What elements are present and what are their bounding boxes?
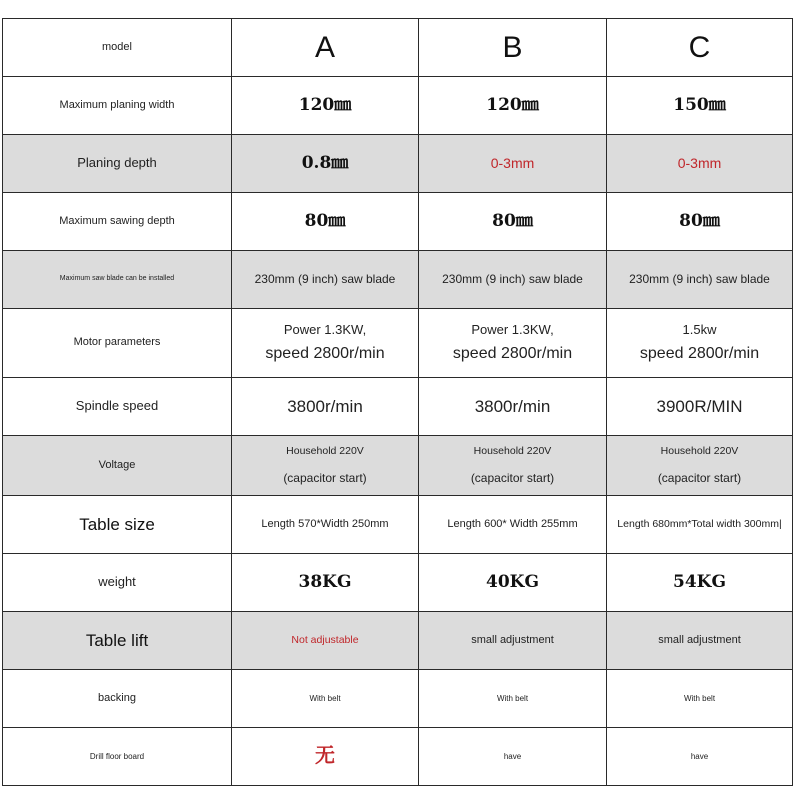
row-weight (3, 554, 793, 612)
drill-floor-b: have (419, 728, 607, 786)
saw-blade-c: 230mm (9 inch) saw blade (607, 251, 793, 309)
weight-b: 40KG (419, 554, 607, 612)
weight-a: 38KG (232, 554, 419, 612)
backing-c: With belt (607, 670, 793, 728)
saw-blade-a: 230mm (9 inch) saw blade (232, 251, 419, 309)
row-planing-width (3, 77, 793, 135)
motor-a (232, 309, 419, 378)
label-backing: backing (3, 670, 232, 728)
motor-b (419, 309, 607, 378)
voltage-c-supply: Household 220V (660, 445, 739, 458)
label-planing-width: Maximum planing width (3, 77, 232, 135)
motor-a-speed: speed 2800r/min (265, 345, 385, 363)
voltage-a (232, 436, 419, 496)
row-drill-floor (3, 728, 793, 786)
label-motor: Motor parameters (3, 309, 232, 378)
voltage-c (607, 436, 793, 496)
voltage-a-start: (capacitor start) (283, 470, 367, 485)
weight-c: 54KG (607, 554, 793, 612)
row-spindle (3, 378, 793, 436)
table-size-c: Length 680mm*Total width 300mm| (607, 496, 793, 554)
row-table-lift (3, 612, 793, 670)
table-lift-b: small adjustment (419, 612, 607, 670)
motor-a-power: Power 1.3KW, (283, 321, 367, 337)
label-table-lift: Table lift (3, 612, 232, 670)
motor-c (607, 309, 793, 378)
planing-width-b: 120㎜ (419, 77, 607, 135)
planing-depth-a: 0.8㎜ (232, 135, 419, 193)
label-voltage: Voltage (3, 436, 232, 496)
model-a-header: A (232, 19, 419, 77)
voltage-c-start: (capacitor start) (657, 470, 742, 485)
voltage-a-supply: Household 220V (286, 445, 364, 458)
label-sawing-depth: Maximum sawing depth (3, 193, 232, 251)
table-lift-c: small adjustment (607, 612, 793, 670)
model-c-header: C (607, 19, 793, 77)
row-saw-blade (3, 251, 793, 309)
table-size-b: Length 600* Width 255mm (419, 496, 607, 554)
drill-floor-c: have (607, 728, 793, 786)
row-model (3, 19, 793, 77)
planing-depth-b: 0-3mm (419, 135, 607, 193)
sawing-depth-a: 80㎜ (232, 193, 419, 251)
motor-b-power: Power 1.3KW, (471, 321, 554, 337)
table-lift-a: Not adjustable (232, 612, 419, 670)
sawing-depth-c: 80㎜ (607, 193, 793, 251)
saw-blade-b: 230mm (9 inch) saw blade (419, 251, 607, 309)
drill-floor-a: 无 (232, 728, 419, 786)
label-spindle: Spindle speed (3, 378, 232, 436)
model-b-header: B (419, 19, 607, 77)
label-model: model (3, 19, 232, 77)
row-planing-depth (3, 135, 793, 193)
table-size-a: Length 570*Width 250mm (232, 496, 419, 554)
label-saw-blade: Maximum saw blade can be installed (3, 251, 232, 309)
planing-width-a: 120㎜ (232, 77, 419, 135)
motor-c-speed: speed 2800r/min (639, 345, 760, 363)
planing-width-c: 150㎜ (607, 77, 793, 135)
backing-b: With belt (419, 670, 607, 728)
planing-depth-c: 0-3mm (607, 135, 793, 193)
spindle-b: 3800r/min (419, 378, 607, 436)
label-weight: weight (3, 554, 232, 612)
row-motor (3, 309, 793, 378)
backing-a: With belt (232, 670, 419, 728)
sawing-depth-b: 80㎜ (419, 193, 607, 251)
motor-b-speed: speed 2800r/min (452, 345, 573, 363)
row-sawing-depth (3, 193, 793, 251)
label-planing-depth: Planing depth (3, 135, 232, 193)
spec-comparison-table (2, 18, 793, 786)
voltage-b-supply: Household 220V (473, 445, 552, 458)
voltage-b-start: (capacitor start) (470, 470, 555, 485)
motor-c-power: 1.5kw (682, 321, 717, 337)
row-backing (3, 670, 793, 728)
row-voltage (3, 436, 793, 496)
row-table-size (3, 496, 793, 554)
voltage-b (419, 436, 607, 496)
label-table-size: Table size (3, 496, 232, 554)
spindle-c: 3900R/MIN (607, 378, 793, 436)
label-drill-floor: Drill floor board (3, 728, 232, 786)
spindle-a: 3800r/min (232, 378, 419, 436)
